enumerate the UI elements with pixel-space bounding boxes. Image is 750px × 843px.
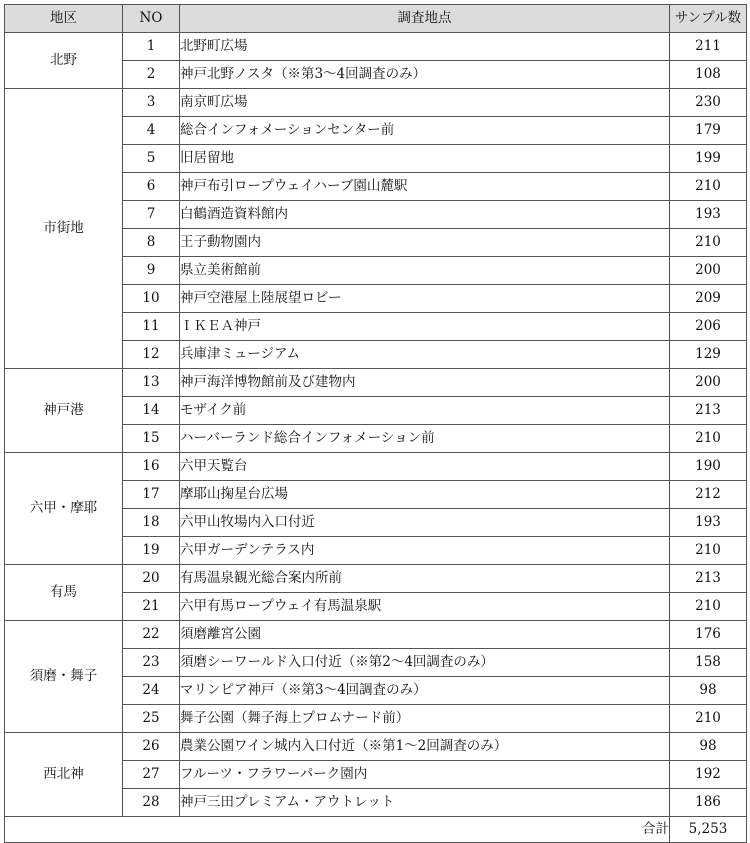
location-cell: 六甲山牧場内入口付近 xyxy=(180,509,670,537)
no-cell: 1 xyxy=(123,33,180,61)
no-cell: 18 xyxy=(123,509,180,537)
samples-cell: 210 xyxy=(670,173,747,201)
no-cell: 9 xyxy=(123,257,180,285)
no-cell: 25 xyxy=(123,705,180,733)
samples-cell: 210 xyxy=(670,229,747,257)
no-cell: 2 xyxy=(123,61,180,89)
table-body xyxy=(5,33,747,817)
samples-cell: 210 xyxy=(670,425,747,453)
location-cell: 須磨シーワールド入口付近（※第2～4回調査のみ） xyxy=(180,649,670,677)
location-cell: 神戸布引ロープウェイハーブ園山麓駅 xyxy=(180,173,670,201)
no-cell: 28 xyxy=(123,789,180,817)
location-cell: モザイク前 xyxy=(180,397,670,425)
location-cell: 摩耶山掬星台広場 xyxy=(180,481,670,509)
no-cell: 4 xyxy=(123,117,180,145)
location-cell: 舞子公園（舞子海上プロムナード前） xyxy=(180,705,670,733)
table-row xyxy=(5,453,747,481)
samples-cell: 200 xyxy=(670,257,747,285)
no-cell: 15 xyxy=(123,425,180,453)
header-samples: サンプル数 xyxy=(670,5,747,33)
location-cell: 六甲有馬ロープウェイ有馬温泉駅 xyxy=(180,593,670,621)
location-cell: 北野町広場 xyxy=(180,33,670,61)
samples-cell: 129 xyxy=(670,341,747,369)
samples-cell: 206 xyxy=(670,313,747,341)
samples-cell: 212 xyxy=(670,481,747,509)
location-cell: 王子動物園内 xyxy=(180,229,670,257)
survey-locations-table xyxy=(4,4,747,843)
location-cell: 有馬温泉観光総合案内所前 xyxy=(180,565,670,593)
no-cell: 19 xyxy=(123,537,180,565)
header-location: 調査地点 xyxy=(180,5,670,33)
no-cell: 23 xyxy=(123,649,180,677)
no-cell: 27 xyxy=(123,761,180,789)
no-cell: 20 xyxy=(123,565,180,593)
header-row xyxy=(5,5,747,33)
location-cell: 須磨離宮公園 xyxy=(180,621,670,649)
table-row xyxy=(5,89,747,117)
samples-cell: 210 xyxy=(670,705,747,733)
samples-cell: 209 xyxy=(670,285,747,313)
samples-cell: 108 xyxy=(670,61,747,89)
location-cell: 県立美術館前 xyxy=(180,257,670,285)
area-cell: 有馬 xyxy=(5,565,123,621)
samples-cell: 193 xyxy=(670,509,747,537)
area-cell: 神戸港 xyxy=(5,369,123,453)
location-cell: 神戸三田プレミアム・アウトレット xyxy=(180,789,670,817)
location-cell: 兵庫津ミュージアム xyxy=(180,341,670,369)
samples-cell: 176 xyxy=(670,621,747,649)
samples-cell: 192 xyxy=(670,761,747,789)
no-cell: 12 xyxy=(123,341,180,369)
header-area: 地区 xyxy=(5,5,123,33)
table-row xyxy=(5,733,747,761)
no-cell: 3 xyxy=(123,89,180,117)
table-row xyxy=(5,369,747,397)
area-cell: 六甲・摩耶 xyxy=(5,453,123,565)
table-header xyxy=(5,5,747,33)
area-cell: 西北神 xyxy=(5,733,123,817)
samples-cell: 230 xyxy=(670,89,747,117)
samples-cell: 186 xyxy=(670,789,747,817)
location-cell: マリンピア神戸（※第3～4回調査のみ） xyxy=(180,677,670,705)
location-cell: 総合インフォメーションセンター前 xyxy=(180,117,670,145)
no-cell: 16 xyxy=(123,453,180,481)
location-cell: ハーバーランド総合インフォメーション前 xyxy=(180,425,670,453)
location-cell: ＩＫＥＡ神戸 xyxy=(180,313,670,341)
samples-cell: 158 xyxy=(670,649,747,677)
area-cell: 市街地 xyxy=(5,89,123,369)
samples-cell: 200 xyxy=(670,369,747,397)
location-cell: 白鶴酒造資料館内 xyxy=(180,201,670,229)
location-cell: 六甲ガーデンテラス内 xyxy=(180,537,670,565)
samples-cell: 190 xyxy=(670,453,747,481)
samples-cell: 193 xyxy=(670,201,747,229)
no-cell: 5 xyxy=(123,145,180,173)
no-cell: 26 xyxy=(123,733,180,761)
no-cell: 13 xyxy=(123,369,180,397)
no-cell: 11 xyxy=(123,313,180,341)
no-cell: 14 xyxy=(123,397,180,425)
area-cell: 須磨・舞子 xyxy=(5,621,123,733)
no-cell: 8 xyxy=(123,229,180,257)
samples-cell: 210 xyxy=(670,593,747,621)
no-cell: 24 xyxy=(123,677,180,705)
no-cell: 7 xyxy=(123,201,180,229)
samples-cell: 213 xyxy=(670,565,747,593)
table-row xyxy=(5,33,747,61)
area-cell: 北野 xyxy=(5,33,123,89)
total-value: 5,253 xyxy=(670,817,747,843)
no-cell: 10 xyxy=(123,285,180,313)
location-cell: 神戸北野ノスタ（※第3～4回調査のみ） xyxy=(180,61,670,89)
samples-cell: 199 xyxy=(670,145,747,173)
table-row xyxy=(5,565,747,593)
location-cell: フルーツ・フラワーパーク園内 xyxy=(180,761,670,789)
location-cell: 神戸海洋博物館前及び建物内 xyxy=(180,369,670,397)
location-cell: 六甲天覧台 xyxy=(180,453,670,481)
samples-cell: 179 xyxy=(670,117,747,145)
location-cell: 農業公園ワイン城内入口付近（※第1～2回調査のみ） xyxy=(180,733,670,761)
samples-cell: 98 xyxy=(670,733,747,761)
location-cell: 旧居留地 xyxy=(180,145,670,173)
total-label: 合計 xyxy=(5,817,670,843)
samples-cell: 213 xyxy=(670,397,747,425)
location-cell: 神戸空港屋上陸展望ロビー xyxy=(180,285,670,313)
no-cell: 6 xyxy=(123,173,180,201)
header-no: NO xyxy=(123,5,180,33)
no-cell: 17 xyxy=(123,481,180,509)
samples-cell: 210 xyxy=(670,537,747,565)
samples-cell: 211 xyxy=(670,33,747,61)
no-cell: 21 xyxy=(123,593,180,621)
no-cell: 22 xyxy=(123,621,180,649)
samples-cell: 98 xyxy=(670,677,747,705)
location-cell: 南京町広場 xyxy=(180,89,670,117)
table-row xyxy=(5,621,747,649)
